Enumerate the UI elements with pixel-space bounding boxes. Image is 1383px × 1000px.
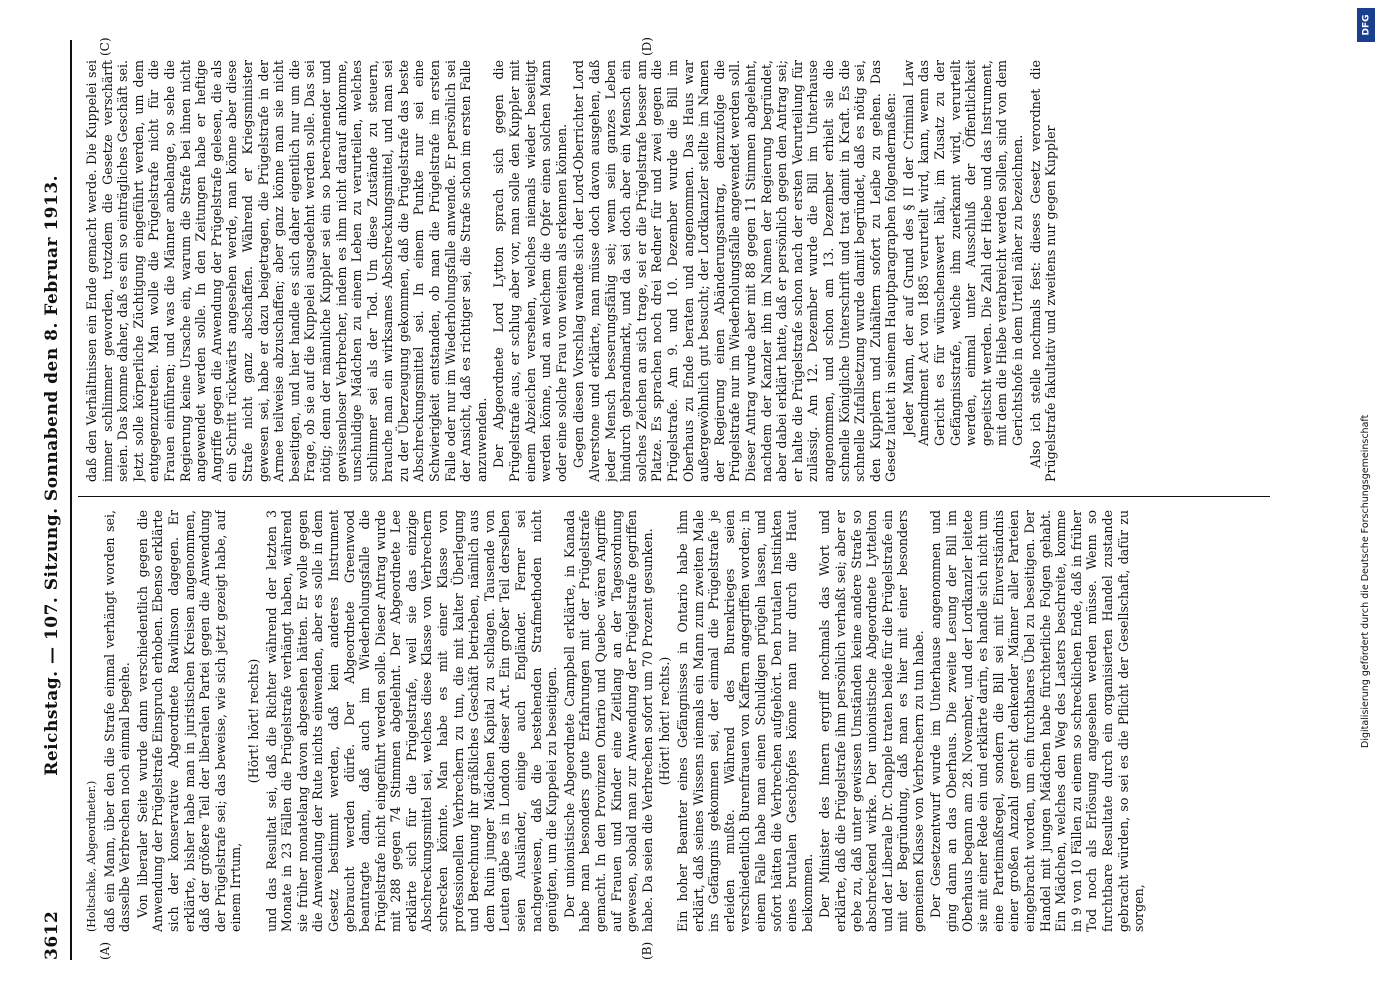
paragraph: und das Resultat sei, daß die Richter während der letzten 3 Monate in 23 Fällen die Prügelstrafe verhängt haben, während sie früher monatelang davon abgesehen hätten. Er wolle gegen die Anwendung der Rute nichts einwenden, aber es solle in dem Gesetz bestimmt werden, daß kein anderes Instrument gebraucht werden dürfe. Der Abgeordnete Greenwood beantragte dann, daß auch im Wiederholungsfalle die Prügelstrafe nicht eingeführt werden solle. Dieser Antrag wurde mit 288 gegen 74 Stimmen abgelehnt. Der Abgeordnete Lee erklärte sich für die Prügelstrafe, weil sie das einzige Abschreckungsmittel sei, welches diese Klasse von Verbrechern schrecken könnte. Man habe es mit einer Klasse von professionellen Verbrechern zu tun, die mit kalter Überlegung und Berechnung ihr gräßliches Geschäft betrieben, nämlich aus dem Ruin junger Mädchen Kapital zu schlagen. Tausende von Leuten gäbe es in London dieser Art. Ein großer Teil derselben seien Ausländer, einige auch Engländer. Ferner sei nachgewiesen, daß die bestehenden Strafmethoden nicht genügten, um die Kuppelei zu beseitigen.	[263, 510, 560, 932]
paragraph: Von liberaler Seite wurde dann verschiedentlich gegen die Anwendung der Prügelstrafe Einspruch erhoben. Ebenso erklärte sich der konservative Abgeordnete Rawlinson dagegen. Er erklärte, bisher habe man in juristischen Kreisen angenommen, daß der größere Teil der liberalen Partei gegen die Anwendung der Prügelstrafe sei; das beweise, wie sich jetzt gezeigt habe, auf einem Irrtum,	[134, 510, 244, 932]
header-rule	[70, 40, 72, 960]
page-header	[38, 40, 66, 960]
interjection: (Hört! hört! rechts)	[245, 658, 261, 784]
left-column	[84, 510, 1270, 932]
law-quotation: Jeder Mann, der auf Grund des § II der Criminal Law Amendment Act von 1885 verurteilt wird, kann, wenn das Gericht es für wünschenswert hält, im Zusatz zu der Gefängnisstrafe, welche ihm zuerkannt wird, verurteilt werden, einmal unter Ausschluß der Öffentlichkeit gepeitscht werden. Die Zahl der Hiebe und das Instrument, mit dem die Hiebe verabreicht werden sollen, sind von dem Gerichtshofe in dem Urteil näher zu bezeichnen.	[900, 60, 1026, 446]
digitization-credit	[1355, 8, 1377, 748]
margin-marker-d: (D)	[640, 37, 654, 56]
paragraph: Gegen diesen Vorschlag wandte sich der Lord-Oberrichter Lord Alverstone und erklärte, man müsse doch davon ausgehen, daß jeder Mensch besserungsfähig sei; wenn sein ganzes Leben hindurch gebrandmarkt, und da sei doch aber ein Mensch ein solches Zeichen an sich trage, sei er die Prügelstrafe besser am Platze. Es sprachen noch drei Redner für und zwei gegen die Prügelstrafe. Am 9. und 10. Dezember wurde die Bill im Oberhaus zu Ende beraten und angenommen. Das Haus war außergewöhnlich gut besucht; der Lordkanzler stellte im Namen der Regierung einen Abänderungsantrag, demzufolge die Prügelstrafe nur im Wiederholungsfalle angewendet werden soll. Dieser Antrag wurde aber mit 88 gegen 11 Stimmen abgelehnt, nachdem der Kanzler ihn im Namen der Regierung begründet, aber dabei erklärt hatte, daß er persönlich gegen den Antrag sei; er halte die Prügelstrafe schon nach der ersten Verurteilung für zulässig. Am 12. Dezember wurde die Bill im Unterhause angenommen, und schon am 13. Dezember erhielt sie die schnelle Königliche Unterschrift und trat damit in Kraft. Es die schnelle Zufallsetzung wurde damit begründet, daß es nötig sei, den Kupplern und Zuhältern sofort zu Leibe zu gehen. Das Gesetz lautet in seinem Hauptparagraphen folgendermaßen:	[571, 60, 899, 482]
speaker-label: (Holtschke, Abgeordneter.)	[85, 780, 98, 932]
right-column	[84, 60, 1270, 482]
page-title: Reichstag. — 107. Sitzung. Sonnabend den 8. Februar 1913.	[42, 174, 62, 776]
paragraph: Also ich stelle nochmals fest: dieses Gesetz verordnet die Prügelstrafe fakultativ und zweitens nur gegen Kuppler	[1027, 60, 1059, 482]
paragraph: Ein hoher Beamter eines Gefängnisses in Ontario habe ihm erklärt, daß seines Wissens niemals ein Mann zum zweiten Male ins Gefängnis gekommen sei, der einmal die Prügelstrafe je erleiden mußte. Während des Burenkrieges seien verschiedentlich Burenfrauen von Kaffern angegriffen worden; in einem Falle habe man einen Schuldigen prügeln lassen, und sofort hätten die Verbrechen aufgehört. Den brutalen Instinkten eines brutalen Geschöpfes könne man nur durch die Haut beikommen.	[674, 510, 815, 932]
margin-marker-a: (A)	[98, 941, 112, 960]
interjection: (Hört! hört! rechts.)	[657, 656, 673, 786]
paragraph: Der Abgeordnete Lord Lytton sprach sich gegen die Prügelstrafe aus, er schlug aber vor, man solle den Kuppler mit einem Abzeichen versehen, welches niemals wieder beseitigt werden könne, und an welchem die Opfer einen solchen Mann oder eine solche Frau von weitem als erkennen können.	[491, 60, 569, 482]
paragraph: daß den Verhältnissen ein Ende gemacht werde. Die Kuppelei sei immer schlimmer geworden, trotzdem die Gesetze verschärft seien. Das komme daher, daß es ein so einträgliches Geschäft sei. Jetzt solle körperliche Züchtigung eingeführt werden, um dem entgegenzutreten. Man wolle die Prügelstrafe nicht für die Frauen einführen; und was die Männer anbelange, so sehe die Regierung keine Ursache ein, warum die Strafe bei ihnen nicht angewendet werden solle. In den Zeitungen habe er heftige Angriffe gegen die Anwendung der Prügelstrafe gelesen, die als ein Schritt rückwärts angesehen werde, man könne aber diese Strafe nicht ganz abschaffen. Während er Kriegsminister gewesen sei, habe er dazu beigetragen, die Prügelstrafe in der Armee teilweise abzuschaffen; aber ganz könne man sie nicht beseitigen, und hier handle es sich daher eigentlich nur um die Frage, ob sie auf die Kuppelei ausgedehnt werden solle. Das sei nötig; denn der männliche Kuppler sei ein so berechnender und gewissenloser Verbrecher, indem es ihm nicht darauf ankomme, unschuldige Mädchen zu einem Leben zu verurteilen, welches schlimmer sei als der Tod. Um diese Zustände zu steuern, brauche man ein wirksames Abschreckungsmittel, und man sei zu der Überzeugung gekommen, daß die Prügelstrafe das beste Abschreckungsmittel sei. In einem Punkte nur sei eine Schwierigkeit entstanden, ob man die Prügelstrafe im ersten Falle oder nur im Wiederholungsfalle anwende. Er persönlich sei der Ansicht, daß es richtiger sei, die Strafe schon im ersten Falle anzuwenden.	[84, 60, 489, 482]
credit-text: Digitalisierung gefördert durch die Deutsche Forschungsgemeinschaft	[1360, 414, 1371, 748]
paragraph: daß ein Mann, über den die Strafe einmal verhängt worden sei, dasselbe Verbrechen noch einmal begehe.	[101, 510, 133, 932]
column-divider	[78, 496, 1270, 497]
page-number: 3612	[42, 910, 62, 960]
paragraph: Der Minister des Innern ergriff nochmals das Wort und erklärte, daß die Prügelstrafe ihm persönlich verhaßt sei; aber er gebe zu, daß unter gewissen Umständen keine andere Strafe so abschreckend wirke. Der unionistische Abgeordnete Lyttelton und der Liberale Dr. Chapple traten beide für die Prügelstrafe ein mit der Begründung, daß man es hier mit einer besonders gemeinen Klasse von Verbrechern zu tun habe.	[817, 510, 926, 932]
margin-marker-b: (B)	[640, 941, 654, 960]
paragraph: Der unionistische Abgeordnete Campbell erklärte, in Kanada habe man besonders gute Erfahrungen mit der Prügelstrafe gemacht. In den Provinzen Ontario und Quebec wären Angriffe auf Frauen und Kinder eine Zeitlang an der Tagesordnung gewesen, sobald man zur Anwendung der Prügelstrafe gegriffen habe. Da seien die Verbrechen sofort um 70 Prozent gesunken.	[561, 510, 655, 932]
dfg-logo: DFG	[1357, 8, 1375, 42]
margin-marker-c: (C)	[98, 37, 112, 56]
paragraph: Der Gesetzentwurf wurde im Unterhause angenommen und ging dann an das Oberhaus. Die zweite Lesung der Bill im Oberhaus begann am 28. November, und der Lordkanzler leitete sie mit einer Rede ein und erklärte darin, es handle sich nicht um eine Parteimaßregel, sondern die Bill sei mit Einverständnis einer großen Anzahl gerecht denkender Männer aller Parteien eingebracht worden, um ein furchtbares Übel zu beseitigen. Der Handel mit jungen Mädchen habe fürchterliche Folgen gehabt. Ein Mädchen, welches den Weg des Lasters beschreite, komme in 9 von 10 Fällen zu einem so schrecklichen Ende, daß in früher Tod noch als Erlösung angesehen werden müsse. Wenn so furchtbare Resultate durch ein organisierten Handel zustande gebracht würden, so sei es die Pflicht der Gesellschaft, dafür zu sorgen,	[928, 510, 1147, 932]
